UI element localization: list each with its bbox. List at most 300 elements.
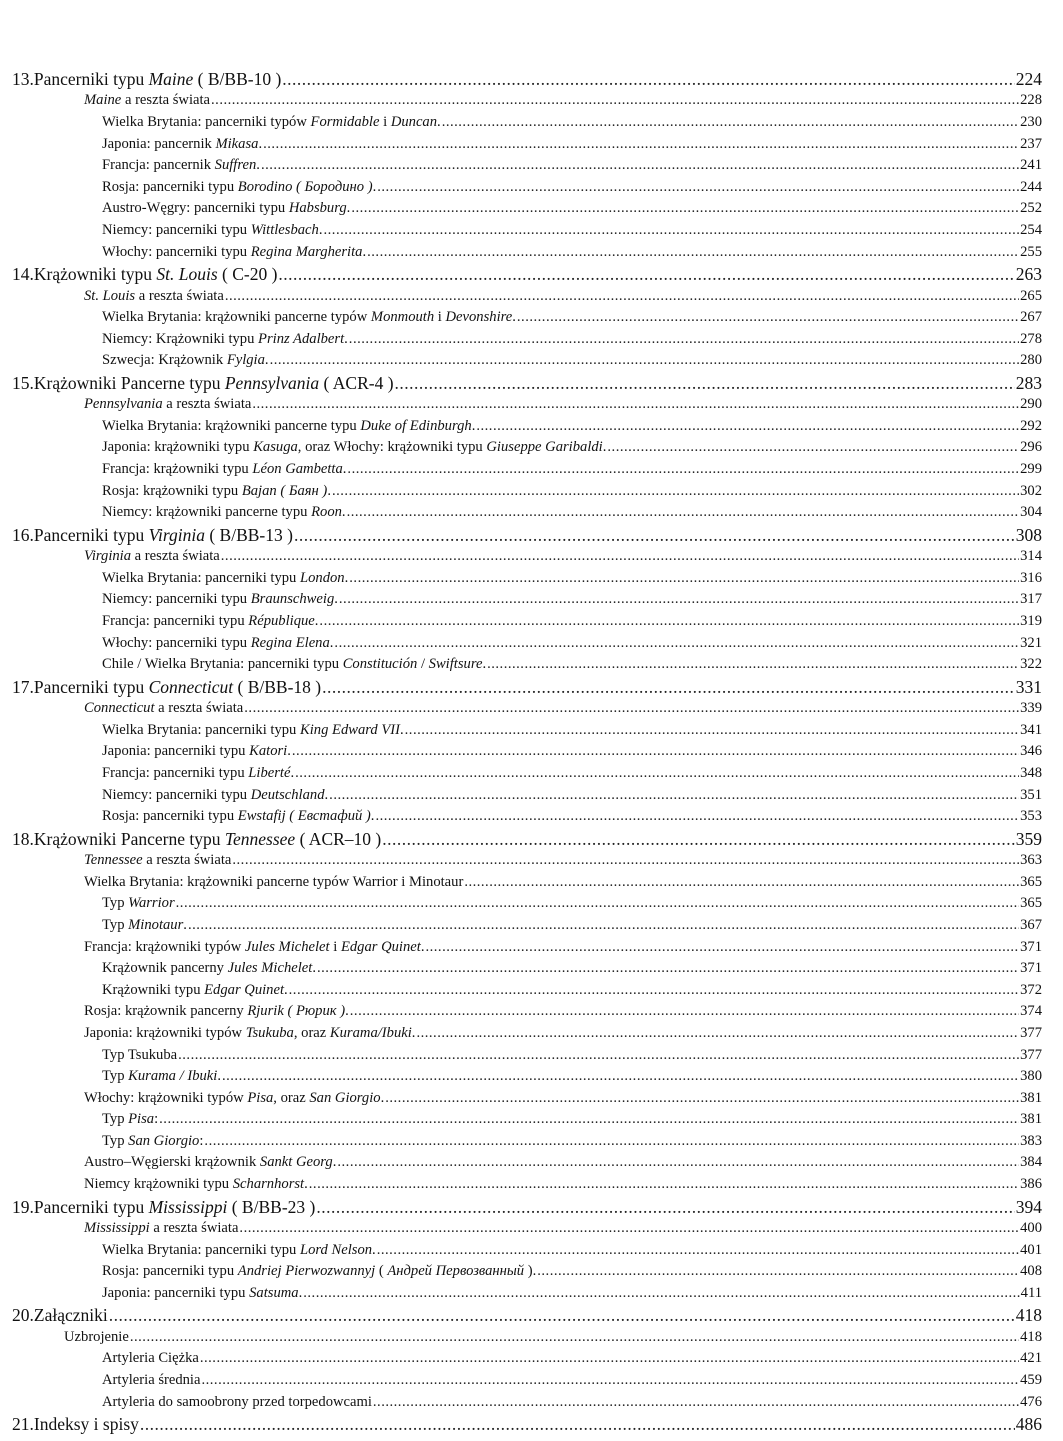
title-text: . [341,504,346,521]
table-of-contents [12,68,1042,1436]
dot-leader [476,416,1019,438]
title-text: . [482,656,487,673]
title-text: . [362,243,367,260]
dot-leader [442,112,1019,134]
title-text: a reszta świata [121,92,211,109]
dot-leader [537,1261,1019,1283]
toc-entry[interactable] [12,589,1042,611]
title-italic: Jules Michelet [244,938,330,955]
toc-entry[interactable] [12,741,1042,763]
entry-title [84,1152,336,1174]
title-text: Francja: pancerniki typu [102,613,249,630]
title-text: Chile / Wielka Brytania: pancerniki typu [102,656,343,673]
toc-entry[interactable] [12,806,1042,828]
dot-leader [322,676,1015,698]
entry-title [102,437,606,459]
toc-entry[interactable] [12,90,1042,112]
page-number: 265 [1020,287,1042,304]
dot-leader [211,90,1019,112]
title-text: Japonia: krążowniki typu [102,439,254,456]
dot-leader [332,481,1019,503]
dot-leader [309,1174,1019,1196]
page-number: 339 [1020,700,1042,717]
title-italic: Ewstafij ( Евстафий ) [237,808,371,825]
dot-leader [232,850,1019,872]
title-text: Włochy: pancerniki typu [102,243,251,260]
title-italic: Minotaur [128,916,184,933]
dot-leader [367,242,1019,264]
toc-entry[interactable] [12,1240,1042,1262]
title-text: Japonia: pancerniki typu [102,743,250,760]
chapter-number: 17. [12,676,34,697]
page-number: 353 [1020,808,1042,825]
toc-entry[interactable] [12,481,1042,503]
title-text: Niemcy: Krążowniki typu [102,330,259,347]
title-text: Typ Tsukuba [102,1046,178,1063]
entry-title [102,1045,177,1067]
page-number: 331 [1015,676,1042,697]
toc-chapter[interactable] [12,263,1042,285]
entry-title [102,481,331,503]
toc-entry[interactable] [12,1283,1042,1305]
title-text: Wielka Brytania: pancerniki typu [102,1241,300,1258]
title-italic: Duncan [390,113,438,130]
title-text: a reszta świata [135,287,224,304]
entry-title [84,1023,415,1045]
title-italic: Maine [148,69,194,89]
toc-entry[interactable] [12,1218,1042,1240]
dot-leader [303,1283,1019,1305]
entry-title [102,350,269,372]
title-italic: Liberté [248,764,291,781]
title-italic: Edgar Quinet [204,981,284,998]
title-text: ( ACR–10 ) [295,828,382,849]
title-italic: Devonshire [445,309,513,326]
dot-leader [487,654,1019,676]
dot-leader [200,1348,1019,1370]
page-number: 252 [1020,200,1042,217]
title-text: Typ [102,1111,129,1128]
dot-leader [319,611,1019,633]
toc-entry[interactable] [12,459,1042,481]
page-number: 367 [1020,916,1042,933]
dot-leader [178,1045,1019,1067]
toc-entry[interactable] [12,1370,1042,1392]
title-text: . [332,1154,337,1171]
title-text: . [411,1024,416,1041]
dot-leader [349,329,1019,351]
entry-title [102,893,175,915]
toc-chapter[interactable] [12,1196,1042,1218]
toc-chapter[interactable] [12,1304,1042,1326]
dot-leader [347,459,1019,481]
title-italic: Scharnhorst [232,1176,305,1193]
title-text: Rosja: krążowniki typu [102,482,242,499]
title-text: . [370,808,375,825]
toc-entry[interactable] [12,350,1042,372]
title-text: Niemcy: pancerniki typu [102,786,251,803]
title-text: Krążowniki typu [33,264,157,285]
chapter-number: 16. [12,524,34,545]
page-number: 321 [1020,634,1042,651]
title-italic: Kasuga [253,439,298,456]
entry-title [102,1348,199,1370]
page-number: 267 [1020,309,1042,326]
toc-entry[interactable] [12,1131,1042,1153]
dot-leader [334,633,1019,655]
page-number: 302 [1020,482,1042,499]
toc-entry[interactable] [12,698,1042,720]
dot-leader [176,893,1019,915]
toc-entry[interactable] [12,286,1042,308]
dot-leader [263,134,1019,156]
toc-entry[interactable] [12,1001,1042,1023]
toc-entry[interactable] [12,893,1042,915]
page-number: 459 [1020,1372,1042,1388]
toc-entry[interactable] [12,785,1042,807]
toc-entry[interactable] [12,155,1042,177]
chapter-number: 20. [12,1305,34,1326]
title-text: . [312,960,316,977]
entry-title [84,546,220,568]
title-text: . [344,330,348,347]
dot-leader [201,1370,1019,1392]
dot-leader [377,177,1019,199]
dot-leader [204,1131,1019,1153]
toc-entry[interactable] [12,958,1042,980]
toc-entry[interactable] [12,1327,1042,1349]
toc-entry[interactable] [12,416,1042,438]
entry-title [34,524,293,546]
entry-title [34,68,281,90]
toc-entry[interactable] [12,915,1042,937]
title-italic: Pennsylvania [224,372,320,393]
toc-entry[interactable] [12,307,1042,329]
entry-title [102,1370,200,1392]
dot-leader [349,568,1019,590]
title-italic: Roon [311,504,342,521]
title-text: : [199,1132,204,1149]
title-italic: Borodino ( Бородино ) [237,178,373,195]
page-number: 351 [1020,786,1042,803]
toc-entry[interactable] [12,502,1042,524]
entry-title [102,502,346,524]
page-number: 377 [1020,1046,1042,1063]
toc-entry[interactable] [12,1045,1042,1067]
title-text: Typ [102,1132,129,1149]
title-text: Wielka Brytania: krążowniki pancerne typów [102,309,371,326]
dot-leader [130,1327,1019,1349]
title-text: Wielka Brytania: pancerniki typu [102,721,300,738]
page-number: 308 [1015,524,1042,545]
entry-title [102,134,262,156]
dot-leader [317,958,1019,980]
entry-title [102,329,348,351]
entry-title [102,1109,158,1131]
title-italic: Sankt Georg [259,1154,333,1171]
toc-entry[interactable] [12,937,1042,959]
title-text: Japonia: pancernik [102,135,216,152]
toc-entry[interactable] [12,1088,1042,1110]
title-italic: King Edward VII [300,721,400,738]
dot-leader [339,589,1019,611]
toc-chapter[interactable] [12,372,1042,394]
toc-entry[interactable] [12,220,1042,242]
chapter-number: 18. [12,828,34,849]
page-number: 411 [1020,1284,1042,1301]
title-text: a reszta świata [131,548,220,565]
entry-title [84,90,210,112]
title-text: Wielka Brytania: pancerniki typów [102,113,311,130]
page-number: 230 [1020,113,1042,130]
entry-title [34,372,394,394]
title-text: . [258,135,263,152]
toc-entry[interactable] [12,1109,1042,1131]
toc-entry[interactable] [12,1023,1042,1045]
dot-leader [377,1240,1019,1262]
page-number: 371 [1020,960,1042,977]
dot-leader [225,286,1019,308]
page-number: 280 [1020,352,1042,369]
page-number: 386 [1020,1176,1042,1193]
entry-title [84,937,424,959]
toc-entry[interactable] [12,872,1042,894]
title-italic: London [300,569,345,586]
entry-title [102,1066,221,1088]
title-italic: Wittlesbach [250,221,319,238]
dot-leader [382,828,1015,850]
page-number: 322 [1020,656,1042,673]
page-number: 365 [1020,873,1042,890]
title-text: i [379,113,391,130]
page-number: 372 [1020,981,1042,998]
page-number: 237 [1020,135,1042,152]
toc-entry[interactable] [12,568,1042,590]
dot-leader [607,437,1019,459]
title-text: Artyleria Ciężka [102,1350,199,1367]
toc-entry[interactable] [12,242,1042,264]
title-text: Rosja: pancerniki typu [102,808,238,825]
entry-title [102,568,348,590]
toc-entry[interactable] [12,720,1042,742]
title-text: a reszta świata [154,700,244,717]
page-number: 278 [1020,330,1042,347]
title-text: . [400,721,404,738]
toc-entry[interactable] [12,1261,1042,1283]
title-text: Wielka Brytania: krążowniki pancerne typu [102,417,361,434]
entry-title [102,307,516,329]
entry-title [64,1327,129,1349]
toc-chapter[interactable] [12,524,1042,546]
entry-title [102,1131,203,1153]
dot-leader [324,220,1020,242]
title-text: . [346,200,351,217]
page-number: 418 [1020,1328,1042,1345]
title-italic: Rjurik ( Рюрик ) [247,1003,346,1020]
title-italic: Edgar Quinet [340,938,421,955]
title-italic: Virginia [148,524,205,545]
entry-title [102,177,376,199]
toc-entry[interactable] [12,329,1042,351]
toc-entry[interactable] [12,633,1042,655]
title-italic: Connecticut [148,676,234,697]
title-text: . [437,113,441,130]
title-text: Pancerniki typu [33,524,149,545]
toc-chapter[interactable] [12,1413,1042,1435]
toc-entry[interactable] [12,112,1042,134]
title-text: ( B/BB-13 ) [204,524,293,545]
page-number: 292 [1020,417,1042,434]
entry-title [102,416,475,438]
title-text: ( B/BB-10 ) [193,69,282,89]
title-italic: Virginia [84,548,132,565]
title-text: ( [375,1263,388,1280]
title-text: Artyleria średnia [102,1372,201,1388]
toc-entry[interactable] [12,177,1042,199]
dot-leader [517,307,1019,329]
page-number: 224 [1015,69,1042,89]
title-italic: San Giorgio [309,1089,381,1106]
entry-title [102,633,333,655]
title-text: Austro-Węgry: pancerniki typu [102,200,289,217]
toc-chapter[interactable] [12,676,1042,698]
title-text: . [345,1003,349,1020]
title-italic: Andriej Pierwozwannyj [237,1263,376,1280]
title-italic: Tennessee [224,828,296,849]
dot-leader [347,502,1020,524]
dot-leader [425,937,1019,959]
entry-title [102,220,323,242]
page-number: 244 [1020,178,1042,195]
entry-title [102,1240,376,1262]
title-italic: San Giorgio [128,1132,200,1149]
title-text: . [329,634,334,651]
entry-title [102,1392,372,1414]
toc-entry[interactable] [12,1066,1042,1088]
title-text: Typ [102,916,129,933]
title-text: . [324,786,329,803]
title-text: . [602,439,607,456]
toc-entry[interactable] [12,134,1042,156]
title-text: Rosja: krążownik pancerny [84,1003,248,1020]
page-number: 377 [1020,1024,1042,1041]
toc-entry[interactable] [12,546,1042,568]
entry-title [102,198,350,220]
title-text: Pancerniki typu [33,69,149,89]
title-text: , oraz Włochy: krążowniki typu [297,439,487,456]
page-number: 255 [1020,243,1042,260]
toc-entry[interactable] [12,763,1042,785]
dot-leader [109,1304,1015,1326]
title-text: . [217,1068,221,1085]
title-text: Wielka Brytania: krążowniki pancerne typów Warrior i Minotaur [84,873,464,890]
dot-leader [295,763,1019,785]
title-italic: Prinz Adalbert [258,330,345,347]
title-italic: Duke of Edinburgh [360,417,472,434]
dot-leader [329,785,1019,807]
title-italic: Jules Michelet [227,960,313,977]
title-italic: Bajan ( Баян ) [241,482,328,499]
title-text: ( C-20 ) [217,264,278,285]
page-number: 346 [1020,743,1042,760]
page-number: 228 [1020,92,1042,109]
toc-entry[interactable] [12,611,1042,633]
dot-leader [373,1392,1019,1414]
page-number: 363 [1020,852,1042,869]
title-italic: Mississippi [148,1196,228,1217]
toc-entry[interactable] [12,1152,1042,1174]
title-text: Krążownik pancerny [102,960,228,977]
toc-chapter[interactable] [12,828,1042,850]
title-italic: Pisa [128,1111,155,1128]
title-text: , oraz [273,1089,310,1106]
entry-title [102,785,328,807]
page-number: 381 [1020,1111,1042,1128]
toc-entry[interactable] [12,1174,1042,1196]
toc-entry[interactable] [12,654,1042,676]
title-text: Rosja: pancerniki typu [102,178,238,195]
title-text: . [344,569,349,586]
dot-leader [278,263,1014,285]
page-number: 348 [1020,764,1042,781]
entry-title [84,872,463,894]
title-italic: Léon Gambetta [252,461,343,478]
title-text: Włochy: krążowniki typów [84,1089,248,1106]
page-number: 380 [1020,1068,1042,1085]
title-text: ( ACR-4 ) [319,372,394,393]
toc-entry[interactable] [12,198,1042,220]
entry-title [102,155,260,177]
title-text: . [298,1284,303,1301]
toc-entry[interactable] [12,980,1042,1002]
title-italic: Lord Nelson [300,1241,373,1258]
toc-entry[interactable] [12,850,1042,872]
title-text: . [342,461,347,478]
toc-entry[interactable] [12,394,1042,416]
title-text: : [154,1111,159,1128]
title-text: Francja: krążowniki typu [102,461,253,478]
page-number: 381 [1020,1089,1042,1106]
entry-title [34,1304,108,1326]
entry-title [34,1196,315,1218]
title-text: a reszta świata [149,1220,239,1237]
entry-title [84,286,224,308]
toc-entry[interactable] [12,1348,1042,1370]
title-italic: Swiftsure [428,656,483,673]
page-number: 263 [1015,264,1042,285]
title-text: . [314,613,319,630]
toc-entry[interactable] [12,1392,1042,1414]
page-number: 421 [1020,1350,1042,1367]
dot-leader [375,806,1019,828]
dot-leader [405,720,1019,742]
title-text: Typ [102,1068,129,1085]
chapter-number: 13. [12,69,34,89]
title-text: Uzbrojenie [64,1328,129,1345]
title-italic: Tennessee [84,852,143,869]
title-italic: Андрей Первозванный [387,1263,525,1280]
entry-title [34,263,278,285]
title-text: Typ [102,895,129,912]
dot-leader [416,1023,1019,1045]
page-number: 304 [1020,504,1042,521]
title-text: . [256,157,260,174]
title-italic: Mikasa [215,135,259,152]
toc-entry[interactable] [12,437,1042,459]
title-text: . [372,1241,376,1258]
toc-chapter[interactable] [12,68,1042,90]
title-text: ). [524,1263,537,1280]
